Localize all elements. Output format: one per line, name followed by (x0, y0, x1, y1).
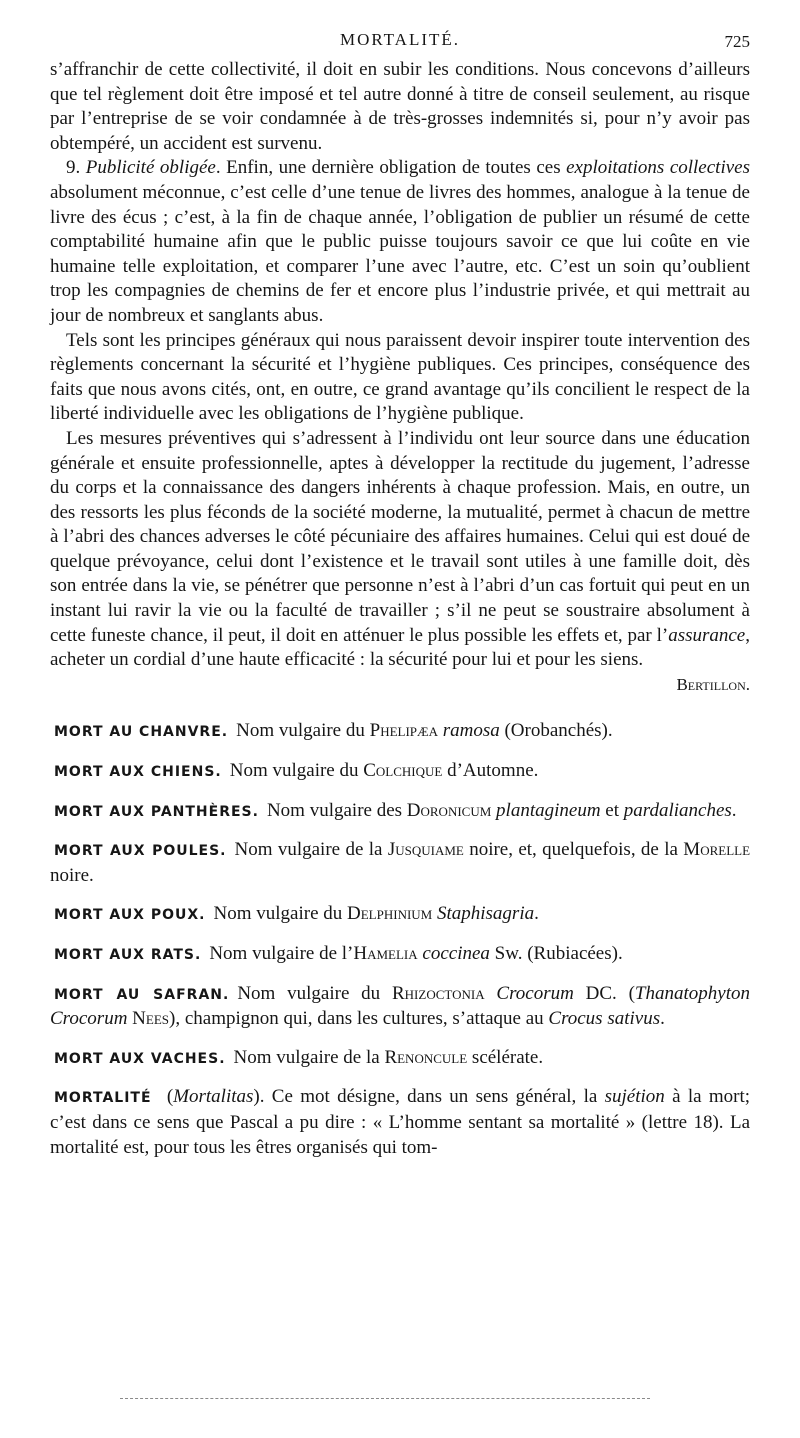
entry-text: Nom vulgaire de la (233, 1046, 385, 1068)
genus-name: Doronicum (406, 799, 492, 821)
entry-text: . (534, 903, 539, 925)
entry-text: Nom vulgaire de la (234, 839, 388, 861)
entry-text: Sw. (Rubiacées). (489, 943, 623, 964)
signature-line (50, 673, 750, 698)
paragraph (50, 156, 750, 328)
genus-name: Nees (132, 1008, 170, 1030)
genus-name: Hamelia (353, 943, 418, 964)
entry-text: et (600, 799, 624, 821)
genus-name: Phelipæa (369, 720, 438, 742)
entry-text: . (731, 799, 737, 821)
page-number: 725 (724, 32, 750, 51)
italic-term: plantagineum (496, 799, 601, 821)
entry-text (485, 983, 497, 1004)
entry-text: à la mort; c’est dans ce sens que Pascal a pu dire : « L’homme sentant sa mortalité » (lettre 18). La mortalité est, pour tous les êtres organisés qui tom- (50, 1086, 751, 1158)
entry-text: DC. ( (573, 982, 635, 1004)
section-number: 9. (66, 157, 81, 179)
entry-text: scélérate. (467, 1046, 544, 1068)
entry-headword: MORT AUX RATS. (54, 947, 202, 963)
paragraph (50, 427, 750, 673)
italic-term: Mortalitas (173, 1086, 254, 1108)
italic-term: Staphisagria (436, 903, 535, 925)
entry-headword: MORTALITÉ (54, 1090, 152, 1107)
entry-text: Nom vulgaire des (266, 799, 407, 821)
article-continuation (50, 58, 750, 697)
dictionary-entry (50, 942, 750, 968)
dictionary-entries (50, 719, 750, 1160)
italic-term: coccinea (422, 943, 490, 964)
dictionary-entry (50, 759, 750, 785)
section-title: Publicité obligée (85, 157, 216, 179)
italic-term: sujétion (604, 1086, 665, 1108)
genus-name: Colchique (363, 760, 443, 782)
entry-text: noire. (50, 864, 94, 886)
entry-headword: MORT AUX VACHES. (54, 1050, 226, 1067)
dictionary-entry (50, 902, 750, 928)
italic-term: Thanatophyton Crocorum (50, 982, 750, 1030)
emphasis: assurance (668, 624, 746, 646)
genus-name: Renoncule (384, 1046, 468, 1068)
paragraph-text: Les mesures préventives qui s’adressent à l’individu ont leur source dans une éducation générale et ensuite professionnelle, aptes à développer la rectitude du jugement, l’adresse du corps et la connaissance des dangers inhérents à chaque profession. Mais, en outre, un des ressorts les plus féconds de la société moderne, la mutualité, permet à chacun de mettre à l’abri des chances adverses le côté pécuniaire des affaires humaines. Celui qui est doué de quelque prévoyance, celui dont l’existence et le travail sont utiles à une famille doit, dès son entrée dans la vie, se pénétrer que personne n’est à l’abri d’un cas fortuit qui peut en un instant lui ravir la vie ou la faculté de travailler ; s’il ne peut se soustraire absolument à cette funeste chance, il peut, il doit en atténuer le plus possible les effets et, par l’ (50, 427, 750, 646)
entry-text: noire, et, quelquefois, de la (463, 839, 684, 861)
entry-text: ), champignon qui, dans les cultures, s’attaque au (169, 1008, 549, 1030)
entry-headword: MORT AUX CHIENS. (54, 764, 222, 781)
emphasis: exploitations collectives (566, 157, 750, 179)
italic-term: pardalianches (623, 799, 732, 821)
dictionary-entry (50, 719, 750, 745)
paragraph-text: . Enfin, une dernière obligation de toutes ces (215, 157, 567, 179)
dictionary-entry (50, 799, 750, 825)
entry-headword: MORT AUX POUX. (54, 907, 206, 924)
entry-text: . (660, 1008, 665, 1030)
entry-text: ( (159, 1086, 174, 1108)
entry-text: Nom vulgaire du (213, 903, 348, 925)
entry-text: ). Ce mot désigne, dans un sens général, la (253, 1086, 605, 1108)
running-title: MORTALITÉ. (339, 30, 461, 49)
dictionary-entry (50, 838, 750, 888)
entry-text: (Orobanchés). (499, 720, 613, 742)
entry-text: d’Automne. (442, 760, 539, 782)
paragraph: s’affranchir de cette collectivité, il doit en subir les conditions. Nous concevons d’ailleurs que tel règlement doit être imposé et tel autre donné à titre de conseil seulement, au risque par l’entreprise de se voir condamnée à de très-grosses indemnités si, pour n’y avoir pas obtempéré, un accident est survenu. (50, 59, 750, 154)
italic-term: Crocorum (496, 982, 574, 1004)
entry-text: Nom vulgaire du (236, 720, 370, 742)
italic-term: Crocus sativus (548, 1008, 661, 1030)
italic-term: ramosa (442, 720, 500, 742)
entry-headword: MORT AU CHANVRE. (54, 724, 229, 741)
entry-headword: MORT AUX POULES. (54, 843, 227, 860)
footer-rule (120, 1398, 650, 1399)
dictionary-entry (50, 1085, 750, 1160)
document-page (50, 30, 750, 1174)
genus-name: Delphinium (347, 903, 433, 925)
paragraph-text: , acheter un cordial d’une haute efficacité : la sécurité pour lui et pour les siens. (50, 624, 750, 671)
entry-headword: MORT AUX PANTHÈRES. (54, 803, 259, 820)
entry-headword: MORT AU SAFRAN. (54, 986, 230, 1003)
running-header (50, 30, 750, 58)
entry-text: Nom vulgaire de l’ (209, 943, 354, 964)
genus-name: Rhizoctonia (392, 982, 485, 1004)
author-signature: Bertillon. (676, 674, 750, 694)
paragraph: Tels sont les principes généraux qui nous paraissent devoir inspirer toute intervention des règlements concernant la sécurité et l’hygiène publiques. Ces principes, conséquence des faits que nous avons cités, ont, en outre, ce grand avantage qu’ils concilient le respect de la liberté individuelle avec les obligations de l’hygiène publique. (50, 329, 750, 425)
genus-name: Morelle (683, 839, 751, 861)
dictionary-entry (50, 982, 750, 1032)
dictionary-entry (50, 1046, 750, 1072)
entry-text: Nom vulgaire du (229, 760, 364, 782)
entry-text: Nom vulgaire du (237, 982, 392, 1004)
genus-name: Jusquiame (387, 839, 464, 861)
paragraph-text: absolument méconnue, c’est celle d’une tenue de livres des hommes, analogue à la tenue de livre des écus ; c’est, à la fin de chaque année, l’obligation de publier un résumé de cette comptabilité humaine afin que le public puisse toujours savoir ce que lui coûte en vie humaine telle exploitation, et comparer l’une avec l’autre, etc. C’est un soin qu’oublient trop les compagnies de chemins de fer et encore plus l’industrie privée, et qui mettrait au jour de nombreux et sanglants abus. (50, 181, 750, 326)
